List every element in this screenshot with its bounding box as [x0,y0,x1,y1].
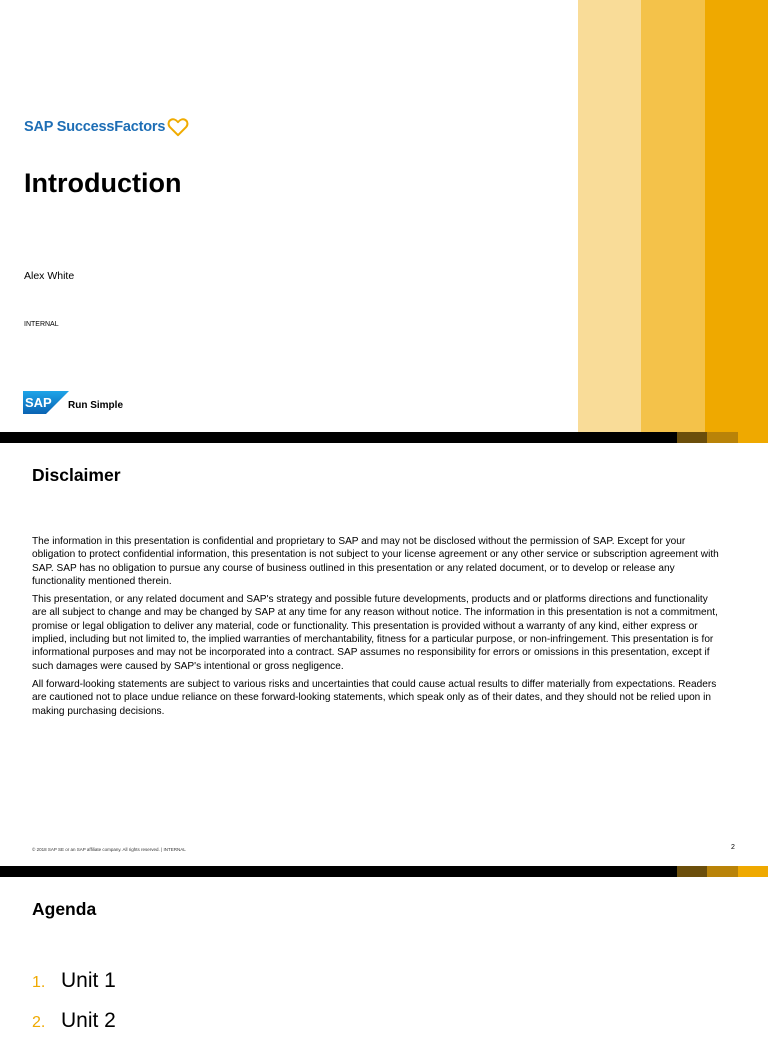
classification-label: INTERNAL [24,321,59,328]
decor-stripe-light [578,0,641,432]
copyright-footer: © 2018 SAP SE or an SAP affiliate company. All rights reserved. | INTERNAL [32,847,186,852]
title-slide [0,0,768,432]
decor-stripe-medium [641,0,705,432]
agenda-list [32,969,116,1049]
agenda-number: 2. [32,1014,46,1031]
slide-heading: Agenda [32,899,97,919]
list-item [32,1009,116,1049]
slide-title: Introduction [24,168,182,198]
decor-stripe-dark [705,0,768,432]
slide-divider [0,866,768,877]
tagline: Run Simple [68,400,124,411]
svg-text:SAP: SAP [25,395,52,410]
disclaimer-paragraph: The information in this presentation is confidential and proprietary to SAP and may not be disclosed without the permission of SAP. Except for your obligation to protect confidential information, this presentation is not subject to your license agreement or any other service or subscription agreement with SAP. SAP has no obligation to pursue any course of business outlined in this presentation or any related document, or to develop or release any functionality mentioned therein. [32,536,719,587]
disclaimer-paragraph: All forward-looking statements are subject to various risks and uncertainties that could cause actual results to differ materially from expectations. Readers are cautioned not to place undue reliance on these forward-looking statements, which speak only as of their dates, and they should not be relied upon in making purchasing decisions. [32,678,717,717]
agenda-number: 1. [32,974,46,991]
author-name: Alex White [24,270,75,282]
heart-icon [167,117,189,137]
agenda-label: Unit 1 [61,969,116,992]
disclaimer-text [32,535,722,723]
slide-divider [0,432,768,443]
agenda-label: Unit 2 [61,1009,116,1032]
page-number: 2 [731,844,735,851]
agenda-slide [0,877,768,1032]
disclaimer-slide [0,443,768,866]
brand-name: SAP SuccessFactors [24,119,166,135]
list-item [32,969,116,1009]
slide-heading: Disclaimer [32,465,121,485]
disclaimer-paragraph: This presentation, or any related document and SAP's strategy and possible future developments, products and or platforms directions and functionality are all subject to change and may be changed by SAP at any time for any reason without notice. The information in this presentation is not a commitment, promise or legal obligation to deliver any material, code or functionality. This presentation is provided without a warranty of any kind, either express or implied, including but not limited to, the implied warranties of merchantability, fitness for a particular purpose, or non-infringement. This presentation is for informational purposes and may not be incorporated into a contract. SAP assumes no responsibility for errors or omissions in this presentation, except if such damages were caused by SAP's intentional or gross negligence. [32,594,718,672]
sap-logo-icon [23,391,69,414]
successfactors-logo [24,117,189,137]
